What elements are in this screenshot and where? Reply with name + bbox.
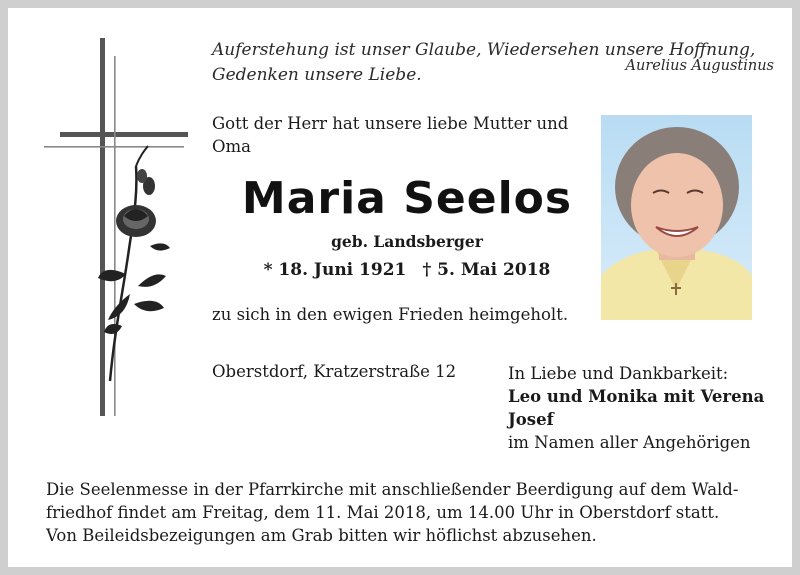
death-date: † 5. Mai 2018 (422, 260, 551, 280)
peace-text: zu sich in den ewigen Frieden heimgeholt. (212, 305, 569, 324)
quote-line-2: Gedenken unsere Liebe. (212, 65, 422, 85)
notice-line-2: friedhof findet am Freitag, dem 11. Mai 2018, um 14.00 Uhr in Oberstdorf statt. (46, 503, 720, 522)
maiden-name: geb. Landsberger (331, 232, 483, 251)
mourners-names-2: Josef (508, 410, 554, 429)
birth-date: * 18. Juni 1921 (263, 260, 407, 280)
funeral-notice (46, 478, 766, 547)
address: Oberstdorf, Kratzerstraße 12 (212, 362, 457, 381)
life-dates (212, 260, 602, 280)
portrait-photo (601, 115, 752, 320)
intro-line-2: Oma (212, 137, 252, 156)
mourners (508, 362, 778, 454)
intro-text (212, 112, 592, 158)
obituary-card (8, 8, 792, 567)
cross-with-rose-icon (38, 36, 198, 416)
notice-line-1: Die Seelenmesse in der Pfarrkirche mit anschließender Beerdigung auf dem Wald- (46, 480, 739, 499)
mourners-names-1: Leo und Monika mit Verena (508, 387, 765, 406)
intro-line-1: Gott der Herr hat unsere liebe Mutter und (212, 114, 569, 133)
notice-line-3: Von Beileidsbezeigungen am Grab bitten wir höflichst abzusehen. (46, 526, 597, 545)
deceased-name: Maria Seelos (241, 173, 573, 224)
mourners-intro: In Liebe und Dankbarkeit: (508, 364, 729, 383)
mourners-outro: im Namen aller Angehörigen (508, 433, 751, 452)
quote-author: Aurelius Augustinus (625, 58, 774, 74)
quote-line-1: Auferstehung ist unser Glaube, Wiedersehen unsere Hoffnung, (212, 40, 756, 60)
